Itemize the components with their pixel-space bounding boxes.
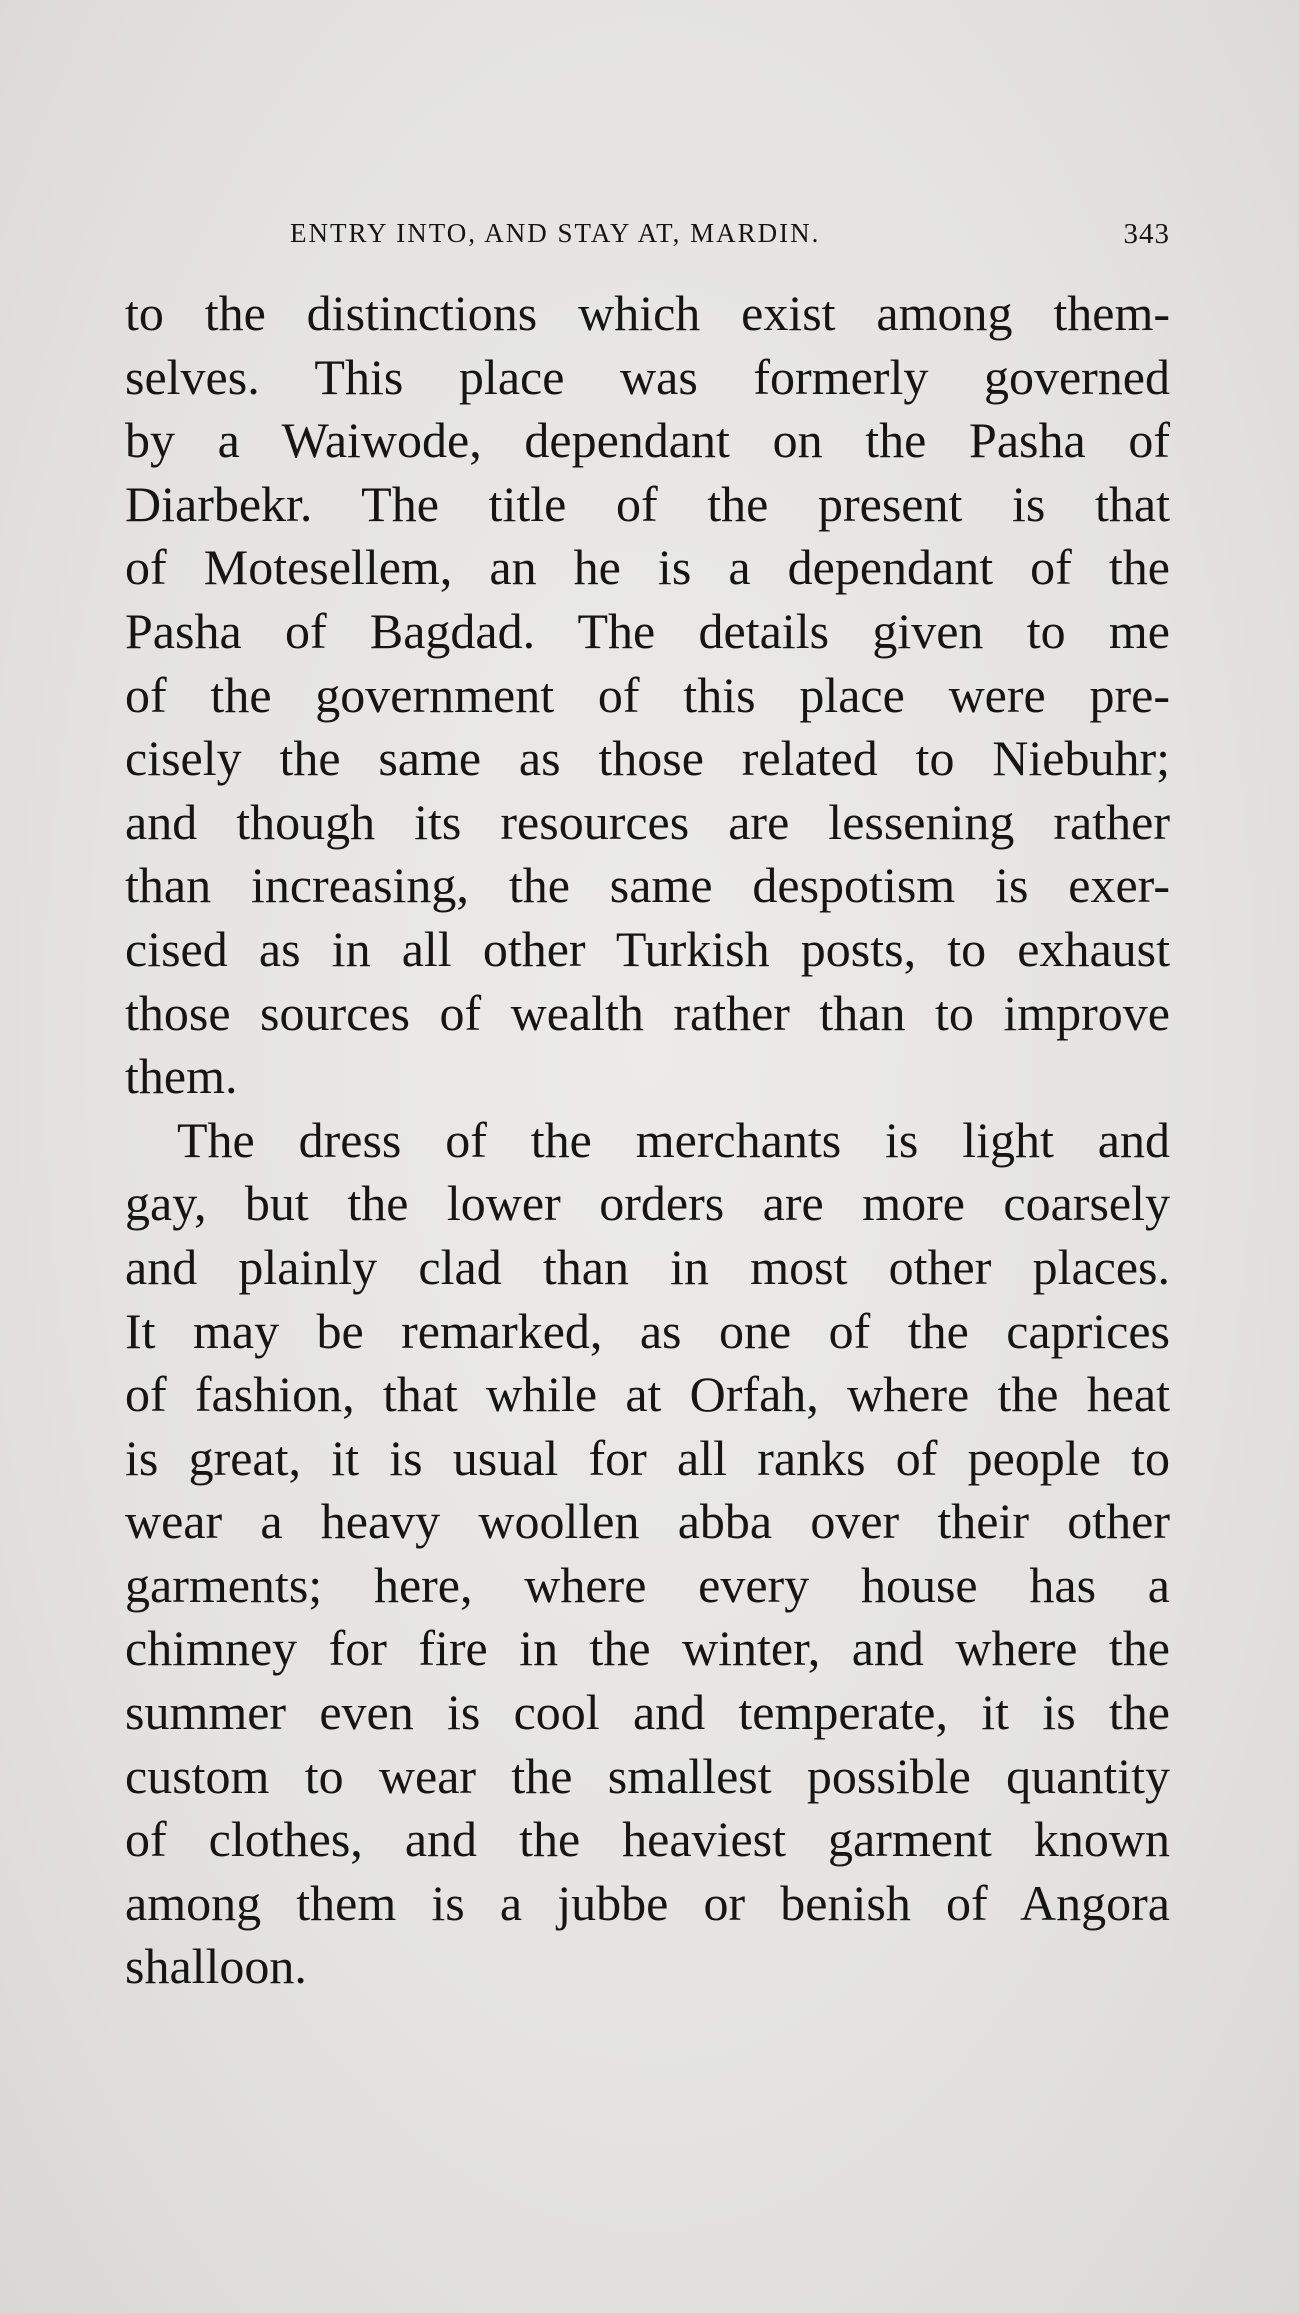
text-line: by a Waiwode, dependant on the Pasha of <box>125 412 1170 469</box>
text-line: selves. This place was formerly governed <box>125 348 1170 405</box>
text-line: them. <box>125 1048 238 1105</box>
text-line: of the government of this place were pre- <box>125 666 1170 723</box>
text-line: those sources of wealth rather than to improve <box>125 984 1170 1041</box>
text-line: and though its resources are lessening rather <box>125 793 1170 850</box>
text-line: summer even is cool and temperate, it is the <box>125 1684 1170 1741</box>
text-line: shalloon. <box>125 1938 307 1995</box>
text-line: and plainly clad than in most other places. <box>125 1238 1170 1295</box>
text-line: The dress of the merchants is light and <box>177 1111 1170 1168</box>
text-line: Diarbekr. The title of the present is that <box>125 475 1170 532</box>
text-line: among them is a jubbe or benish of Angora <box>125 1874 1170 1931</box>
text-line: of Motesellem, an he is a dependant of the <box>125 539 1170 596</box>
text-line: to the distinctions which exist among them- <box>125 285 1170 341</box>
text-line: Pasha of Bagdad. The details given to me <box>125 602 1170 659</box>
text-line: of fashion, that while at Orfah, where the heat <box>125 1366 1170 1423</box>
text-line: custom to wear the smallest possible quantity <box>125 1747 1170 1804</box>
text-line: cised as in all other Turkish posts, to exhaust <box>125 920 1170 977</box>
paragraph-1 <box>125 282 1170 1109</box>
running-head: ENTRY INTO, AND STAY AT, MARDIN. <box>290 218 821 248</box>
text-line: It may be remarked, as one of the caprices <box>125 1302 1170 1359</box>
text-line: is great, it is usual for all ranks of people to <box>125 1429 1170 1486</box>
page-number: 343 <box>1123 218 1170 250</box>
text-line: of clothes, and the heaviest garment known <box>125 1811 1170 1868</box>
text-line: chimney for fire in the winter, and where the <box>125 1620 1170 1677</box>
text-line: gay, but the lower orders are more coarsely <box>125 1175 1170 1232</box>
text-line: than increasing, the same despotism is exer- <box>125 857 1170 914</box>
body-text <box>125 282 1170 1999</box>
page-header <box>125 218 1170 262</box>
text-line: garments; here, where every house has a <box>125 1556 1170 1613</box>
paragraph-2 <box>125 1109 1170 1999</box>
text-line: cisely the same as those related to Niebuhr; <box>125 730 1170 787</box>
text-line: wear a heavy woollen abba over their other <box>125 1493 1170 1550</box>
